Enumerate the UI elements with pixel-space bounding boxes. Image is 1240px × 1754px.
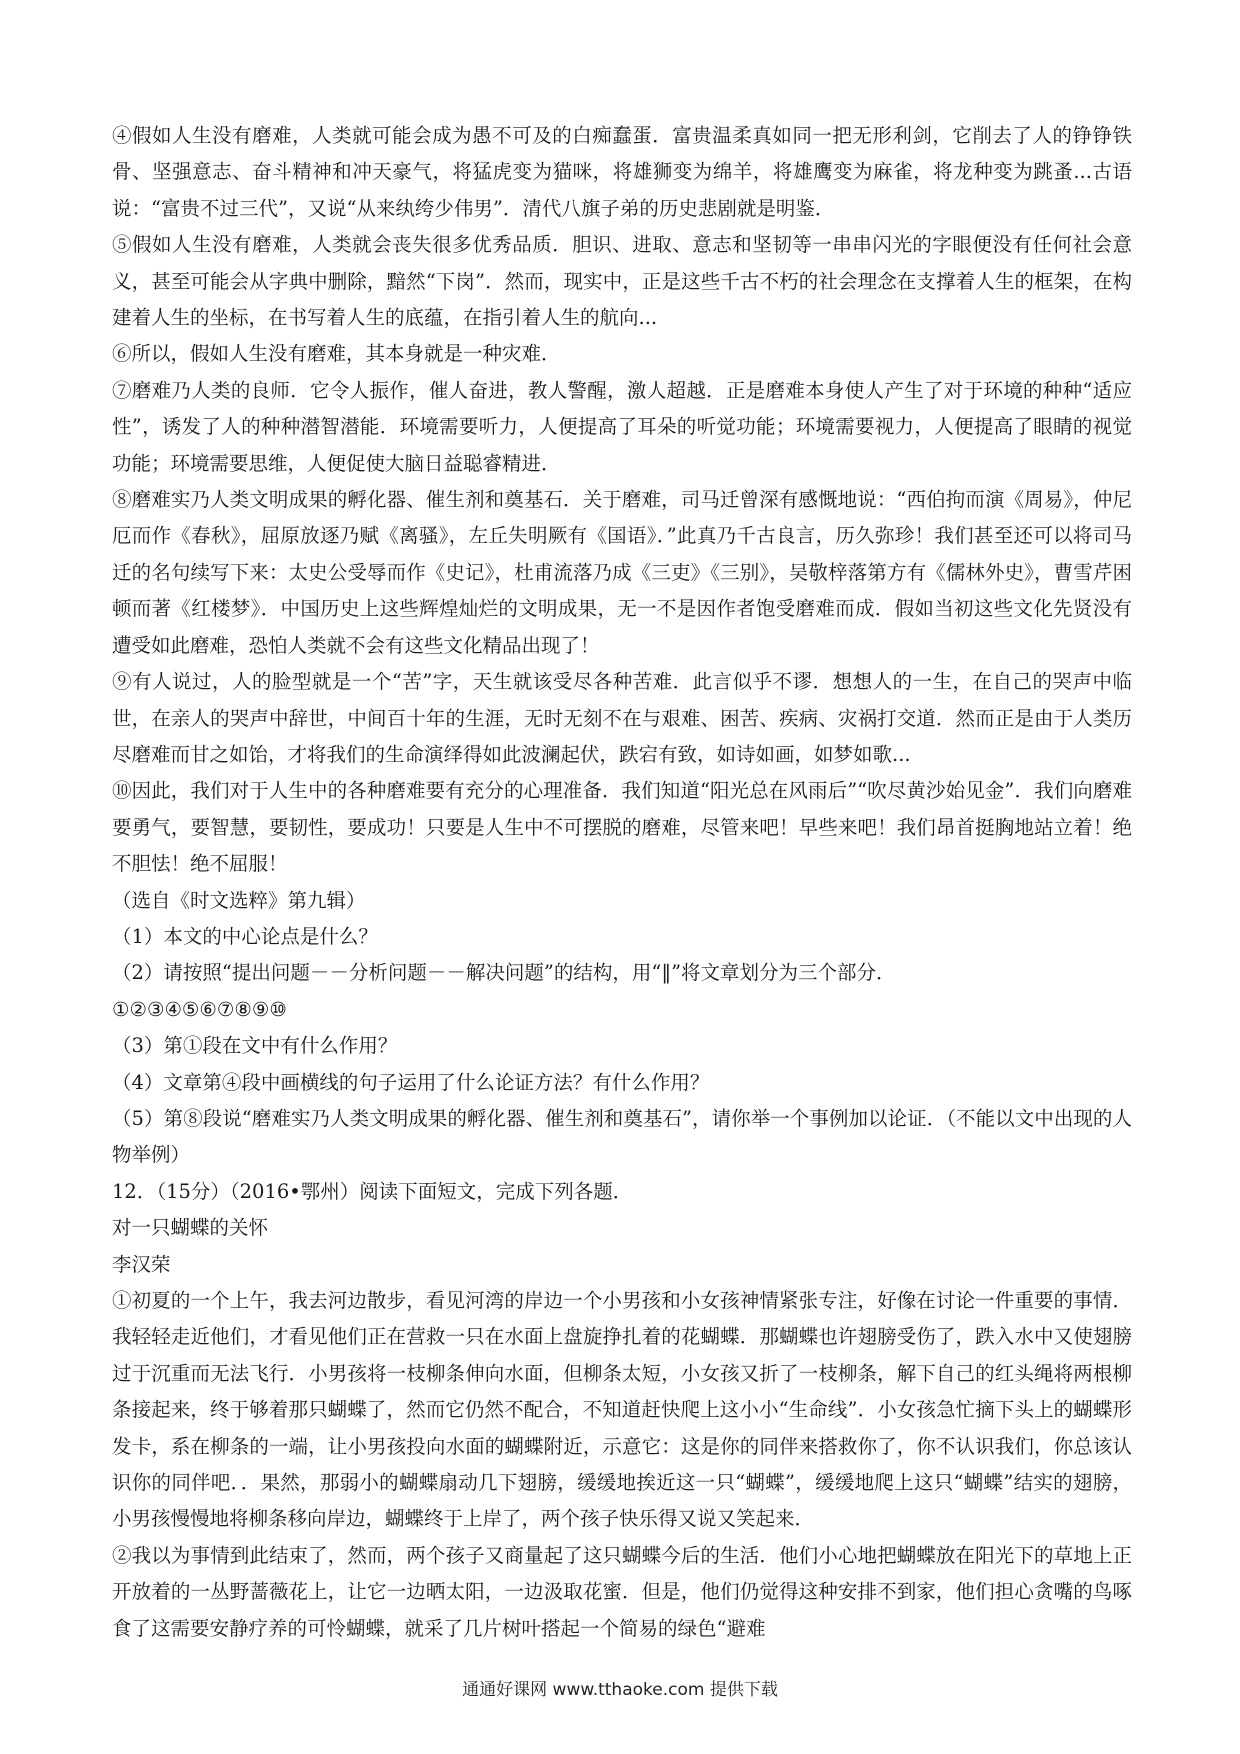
article-title: 对一只蝴蝶的关怀	[112, 1216, 269, 1240]
problem-12-heading: 12．（15分）（2016•鄂州）阅读下面短文，完成下列各题．	[112, 1179, 633, 1203]
question-4: （4）文章第④段中画横线的句子运用了什么论证方法？有什么作用？	[112, 1070, 710, 1094]
question-3: （3）第①段在文中有什么作用？	[112, 1034, 398, 1058]
question-5: （5）第⑧段说“磨难实乃人类文明成果的孵化器、催生剂和奠基石”，请你举一个事例加以论证．（不能以文中出现的人物举例）	[112, 1106, 1132, 1167]
paragraph-9: ⑨有人说过，人的脸型就是一个“苦”字，天生就该受尽各种苦难．此言似乎不谬．想想人的一生，在自己的哭声中临世，在亲人的哭声中辞世，中间百十年的生涯，无时无刻不在与艰难、困苦、疾病、灾祸打交道．然而正是由于人类历尽磨难而甘之如饴，才将我们的生命演绎得如此波澜起伏，跌宕有致，如诗如画，如梦如歌...	[112, 670, 1132, 766]
article-paragraph-2: ②我以为事情到此结束了，然而，两个孩子又商量起了这只蝴蝶今后的生活．他们小心地把蝴蝶放在阳光下的草地上正开放着的一丛野蔷薇花上，让它一边晒太阳，一边汲取花蜜．但是，他们仍觉得这种安排不到家，他们担心贪嘴的鸟啄食了这需要安静疗养的可怜蝴蝶，就采了几片树叶搭起一个简易的绿色“避难	[112, 1543, 1132, 1640]
document-body	[112, 118, 1132, 1647]
article-author: 李汉荣	[112, 1252, 171, 1276]
question-2: （2）请按照“提出问题－－分析问题－－解决问题”的结构，用“‖”将文章划分为三个部分．	[112, 961, 896, 985]
paragraph-10: ⑩因此，我们对于人生中的各种磨难要有充分的心理准备．我们知道“阳光总在风雨后”“吹尽黄沙始见金”．我们向磨难要勇气，要智慧，要韧性，要成功！只要是人生中不可摆脱的磨难，尽管来吧！早些来吧！我们昂首挺胸地站立着！绝不胆怯！绝不屈服！	[112, 779, 1132, 876]
source-note: （选自《时文选粹》第九辑）	[112, 888, 366, 912]
question-1: （1）本文的中心论点是什么？	[112, 924, 378, 948]
paragraph-numbers-row: ①②③④⑤⑥⑦⑧⑨⑩	[112, 997, 287, 1021]
article-paragraph-1: ①初夏的一个上午，我去河边散步，看见河湾的岸边一个小男孩和小女孩神情紧张专注，好像在讨论一件重要的事情．我轻轻走近他们，才看见他们正在营救一只在水面上盘旋挣扎着的花蝴蝶．那蝴蝶也许翅膀受伤了，跌入水中又使翅膀过于沉重而无法飞行．小男孩将一枝柳条伸向水面，但柳条太短，小女孩又折了一枝柳条，解下自己的红头绳将两根柳条接起来，终于够着那只蝴蝶了，然而它仍然不配合，不知道赶快爬上这小小“生命线”．小女孩急忙摘下头上的蝴蝶形发卡，系在柳条的一端，让小男孩投向水面的蝴蝶附近，示意它：这是你的同伴来搭救你了，你不认识我们，你总该认识你的同伴吧．．果然，那弱小的蝴蝶扇动几下翅膀，缓缓地挨近这一只“蝴蝶”，缓缓地爬上这只“蝴蝶”结实的翅膀，小男孩慢慢地将柳条移向岸边，蝴蝶终于上岸了，两个孩子快乐得又说又笑起来．	[112, 1289, 1132, 1531]
paragraph-4: ④假如人生没有磨难，人类就可能会成为愚不可及的白痴蠢蛋．富贵温柔真如同一把无形利剑，它削去了人的铮铮铁骨、坚强意志、奋斗精神和冲天豪气，将猛虎变为猫咪，将雄狮变为绵羊，将雄鹰变为麻雀，将龙种变为跳蚤...古语说：“富贵不过三代”，又说“从来纨绔少伟男”．清代八旗子弟的历史悲剧就是明鉴．	[112, 124, 1132, 220]
paragraph-7: ⑦磨难乃人类的良师．它令人振作，催人奋进，教人警醒，激人超越．正是磨难本身使人产生了对于环境的种种“适应性”，诱发了人的种种潜智潜能．环境需要听力，人便提高了耳朵的听觉功能；环境需要视力，人便提高了眼睛的视觉功能；环境需要思维，人便促使大脑日益聪睿精进．	[112, 378, 1132, 475]
paragraph-5: ⑤假如人生没有磨难，人类就会丧失很多优秀品质．胆识、进取、意志和坚韧等一串串闪光的字眼便没有任何社会意义，甚至可能会从字典中删除，黯然“下岗”．然而，现实中，正是这些千古不朽的社会理念在支撑着人生的框架，在构建着人生的坐标，在书写着人生的底蕴，在指引着人生的航向...	[112, 233, 1132, 330]
paragraph-6: ⑥所以，假如人生没有磨难，其本身就是一种灾难．	[112, 342, 561, 366]
page-footer: 通通好课网 www.tthaoke.com 提供下载	[462, 1680, 778, 1700]
paragraph-8: ⑧磨难实乃人类文明成果的孵化器、催生剂和奠基石．关于磨难，司马迁曾深有感慨地说：“西伯拘而演《周易》，仲尼厄而作《春秋》，屈原放逐乃赋《离骚》，左丘失明厥有《国语》．”此真乃千古良言，历久弥珍！我们甚至还可以将司马迁的名句续写下来：太史公受辱而作《史记》，杜甫流落乃成《三吏》《三别》，吴敬梓落第方有《儒林外史》，曹雪芹困顿而著《红楼梦》．中国历史上这些辉煌灿烂的文明成果，无一不是因作者饱受磨难而成．假如当初这些文化先贤没有遭受如此磨难，恐怕人类就不会有这些文化精品出现了！	[112, 488, 1132, 657]
